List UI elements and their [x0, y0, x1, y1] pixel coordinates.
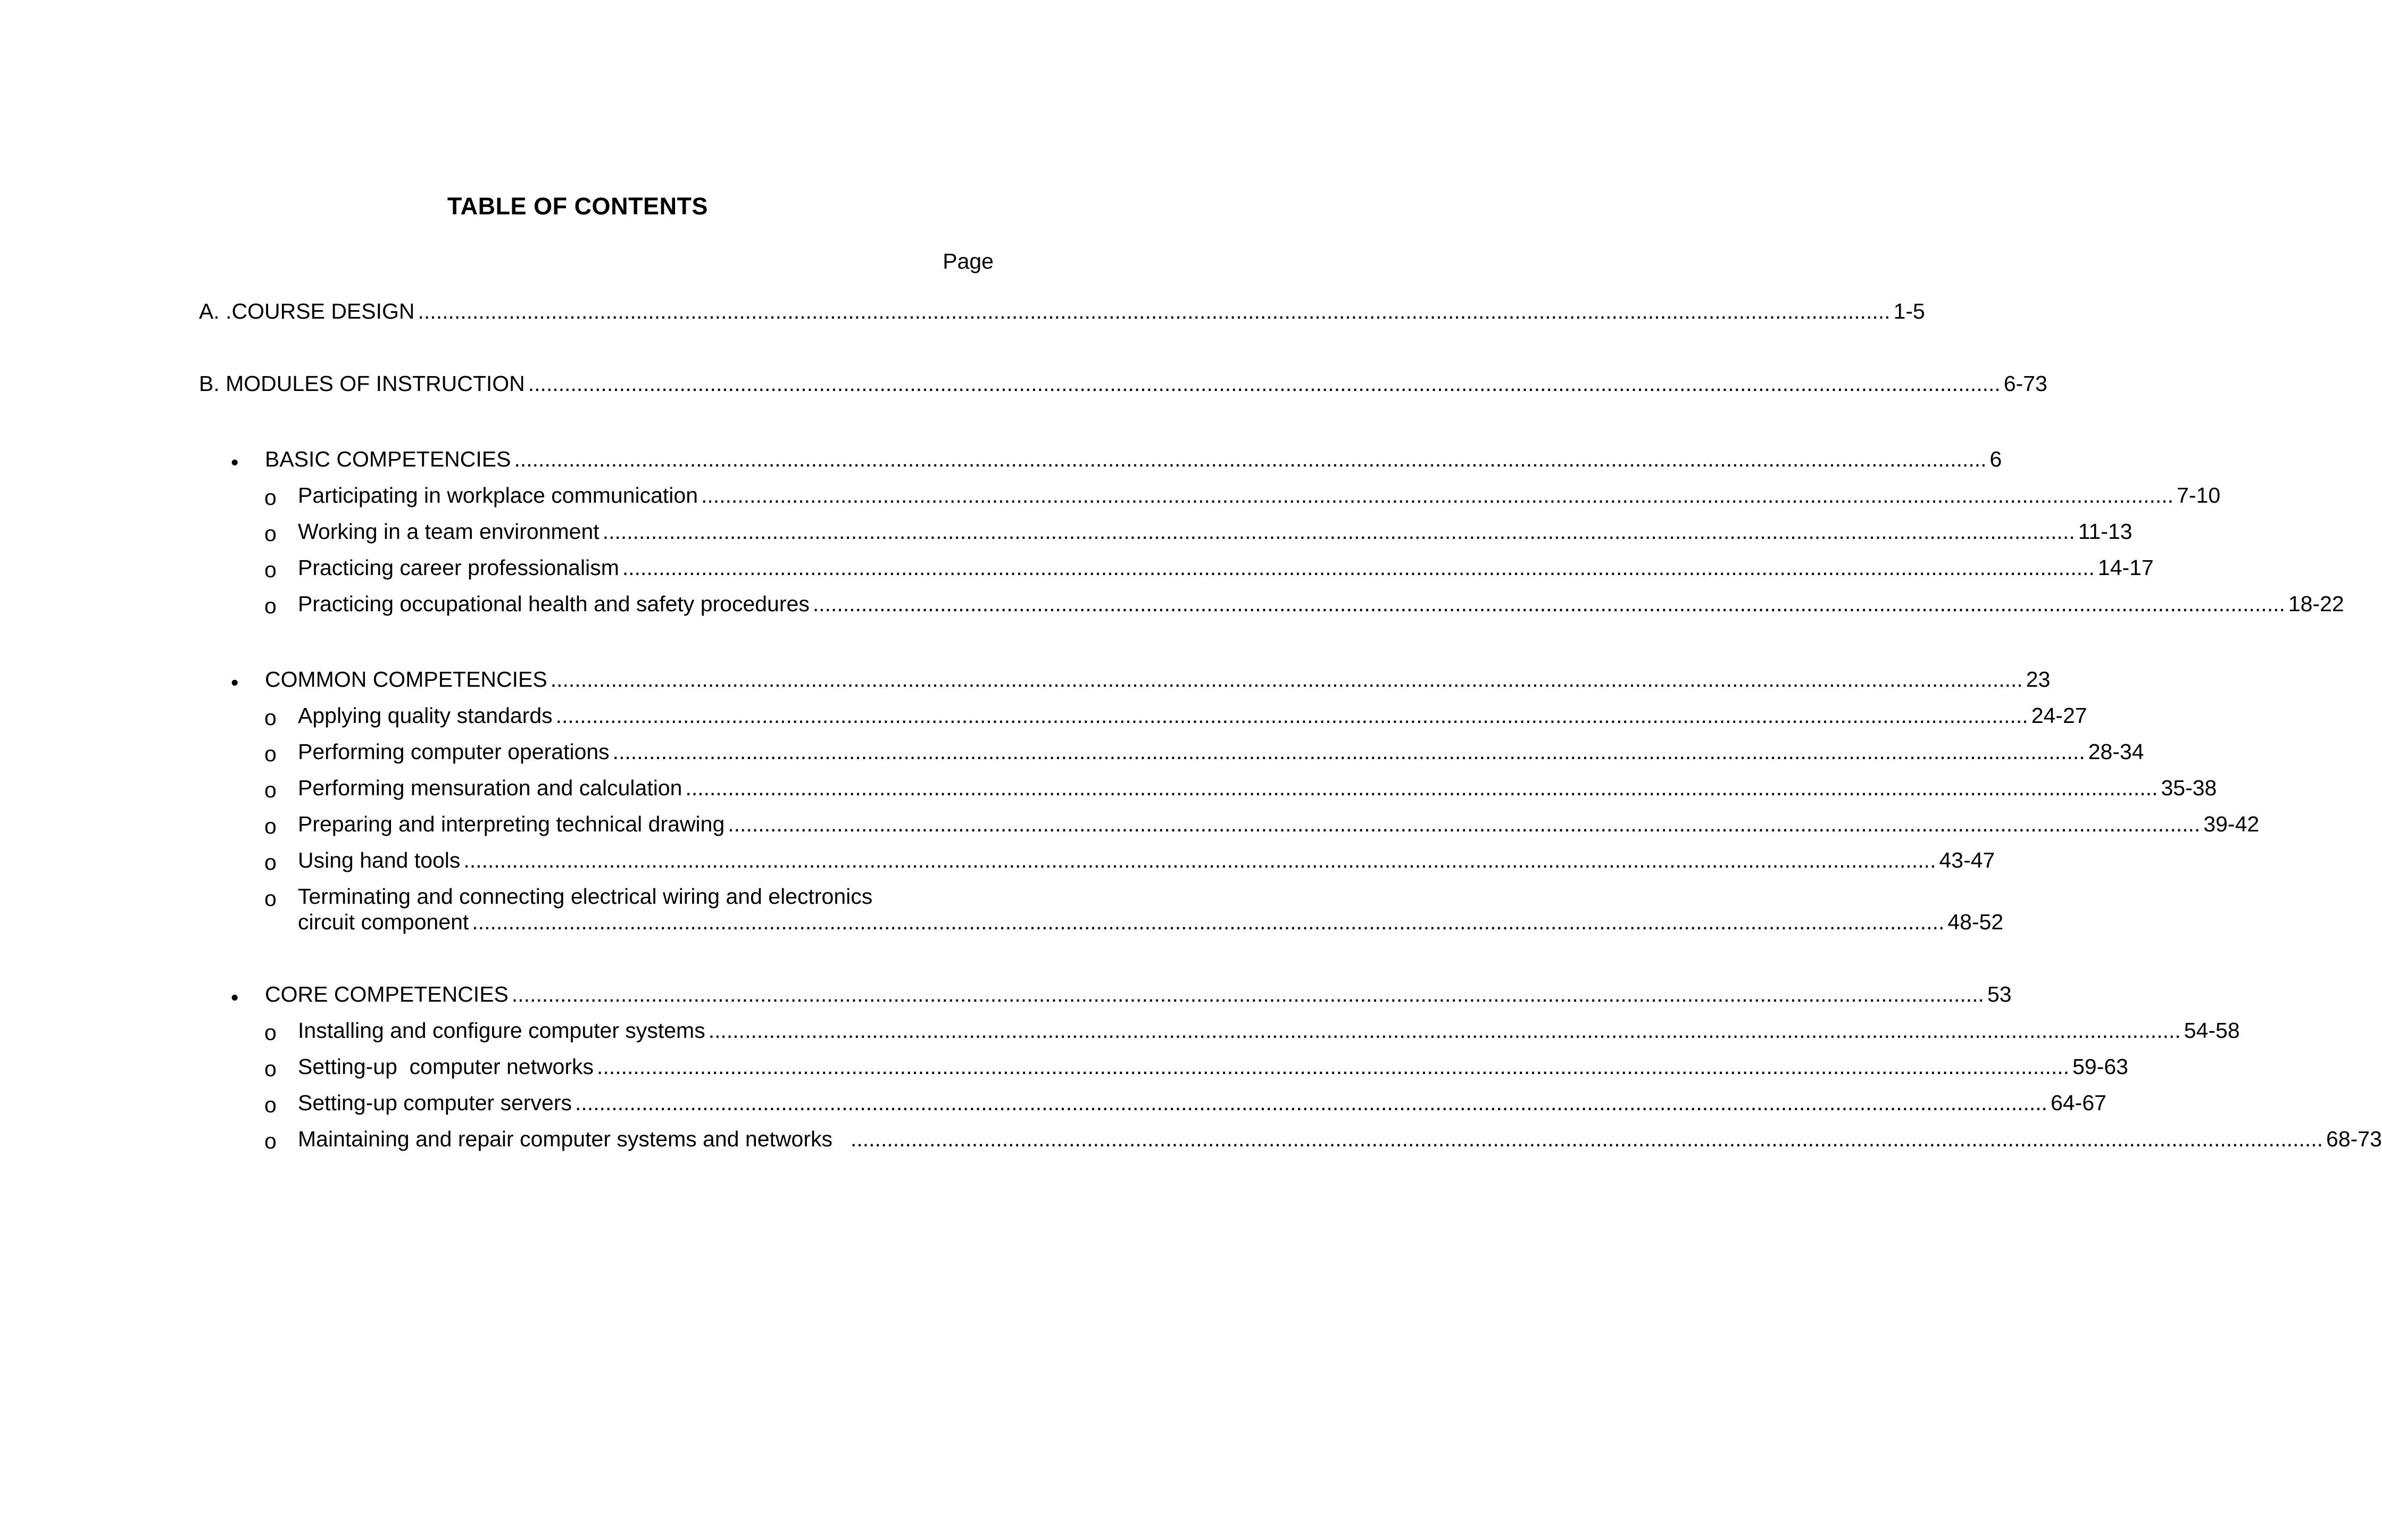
toc-entry-label-line2: circuit component	[298, 910, 469, 934]
toc-entry-mensuration-calculation[interactable]	[298, 776, 2217, 808]
dot-leader: ...................................................................................................................................................................................................................................................	[612, 739, 2085, 764]
sub-bullet-icon: o	[264, 594, 277, 618]
toc-entry-career-professionalism[interactable]	[298, 555, 2154, 587]
sub-bullet-icon: o	[264, 1020, 277, 1045]
sub-bullet-icon: o	[264, 886, 277, 911]
toc-entry-label: Performing mensuration and calculation	[298, 776, 682, 800]
toc-entry-label: BASIC COMPETENCIES	[265, 447, 511, 471]
toc-entry-page: 24-27	[2031, 703, 2087, 728]
toc-entry-page: 35-38	[2161, 776, 2217, 800]
toc-entry-computer-servers[interactable]	[298, 1091, 2106, 1122]
toc-entry-label: Maintaining and repair computer systems and networks	[298, 1127, 832, 1151]
dot-leader: ...................................................................................................................................................................................................................................................	[708, 1018, 2181, 1043]
toc-entry-label-line1[interactable]: Terminating and connecting electrical wiring and electronics	[298, 884, 873, 909]
dot-leader: ...................................................................................................................................................................................................................................................	[550, 667, 2023, 692]
toc-entry-page: 68-73	[2326, 1127, 2382, 1151]
sub-bullet-icon: o	[264, 850, 277, 875]
bullet-icon: •	[231, 450, 239, 475]
toc-entry-label: Applying quality standards	[298, 703, 553, 728]
toc-entry-page: 11-13	[2078, 519, 2133, 544]
sub-bullet-icon: o	[264, 485, 277, 510]
page-column-label: Page	[943, 249, 994, 273]
toc-entry-label: Installing and configure computer systems	[298, 1018, 705, 1043]
toc-entry-electrical-wiring[interactable]	[298, 910, 2004, 942]
toc-entry-label: B. MODULES OF INSTRUCTION	[199, 371, 525, 396]
sub-bullet-icon: o	[264, 778, 277, 802]
toc-entry-page: 59-63	[2072, 1054, 2128, 1079]
toc-entry-maintain-repair[interactable]	[298, 1127, 2382, 1159]
toc-entry-page: 14-17	[2097, 555, 2154, 580]
dot-leader: ...................................................................................................................................................................................................................................................	[514, 447, 1987, 471]
toc-entry-page: 7-10	[2177, 483, 2221, 507]
dot-leader: ...................................................................................................................................................................................................................................................	[555, 703, 2028, 728]
toc-entry-quality-standards[interactable]	[298, 703, 2087, 735]
dot-leader: ...................................................................................................................................................................................................................................................	[575, 1091, 2048, 1115]
sub-bullet-icon: o	[264, 1093, 277, 1117]
toc-entry-hand-tools[interactable]	[298, 848, 1995, 880]
toc-entry-page: 53	[1987, 982, 2012, 1006]
toc-entry-basic-competencies[interactable]	[265, 447, 2002, 479]
dot-leader: ...................................................................................................................................................................................................................................................	[463, 848, 1936, 872]
toc-entry-computer-networks[interactable]	[298, 1054, 2128, 1086]
toc-entry-technical-drawing[interactable]	[298, 812, 2260, 844]
sub-bullet-icon: o	[264, 557, 277, 582]
toc-entry-workplace-communication[interactable]	[298, 483, 2221, 515]
toc-entry-page: 39-42	[2203, 812, 2260, 836]
sub-bullet-icon: o	[264, 1129, 277, 1153]
toc-entry-modules-of-instruction[interactable]	[199, 371, 2047, 403]
bullet-icon: •	[231, 670, 239, 695]
toc-entry-page: 18-22	[2288, 592, 2344, 616]
dot-leader: ...................................................................................................................................................................................................................................................	[602, 519, 2075, 544]
sub-bullet-icon: o	[264, 521, 277, 546]
toc-entry-page: 64-67	[2051, 1091, 2106, 1115]
dot-leader: ...................................................................................................................................................................................................................................................	[528, 371, 2001, 396]
toc-entry-team-environment[interactable]	[298, 519, 2133, 551]
toc-entry-page: 23	[2026, 667, 2051, 692]
sub-bullet-icon: o	[264, 742, 277, 766]
toc-entry-label: Participating in workplace communication	[298, 483, 698, 507]
toc-entry-label: Performing computer operations	[298, 739, 610, 764]
bullet-icon: •	[231, 985, 239, 1010]
toc-entry-label: Setting-up computer servers	[298, 1091, 572, 1115]
toc-entry-page: 48-52	[1947, 910, 2004, 934]
dot-leader: ...................................................................................................................................................................................................................................................	[597, 1054, 2070, 1079]
toc-entry-computer-systems[interactable]	[298, 1018, 2240, 1050]
toc-entry-page: 6	[1989, 447, 2002, 471]
dot-leader: ...................................................................................................................................................................................................................................................	[701, 483, 2174, 507]
toc-entry-label: Using hand tools	[298, 848, 461, 872]
dot-leader: ...................................................................................................................................................................................................................................................	[622, 555, 2095, 580]
toc-entry-label: Working in a team environment	[298, 519, 599, 544]
sub-bullet-icon: o	[264, 1056, 277, 1081]
toc-entry-health-safety[interactable]	[298, 592, 2344, 623]
toc-entry-page: 1-5	[1893, 299, 1925, 323]
dot-leader: ...................................................................................................................................................................................................................................................	[685, 776, 2158, 800]
toc-entry-page: 54-58	[2184, 1018, 2240, 1043]
toc-entry-label: CORE COMPETENCIES	[265, 982, 509, 1006]
toc-entry-label: COMMON COMPETENCIES	[265, 667, 547, 692]
toc-entry-core-competencies[interactable]	[265, 982, 2012, 1014]
dot-leader: ...................................................................................................................................................................................................................................................	[812, 592, 2285, 616]
toc-entry-label: Practicing occupational health and safety procedures	[298, 592, 810, 616]
toc-entry-page: 43-47	[1939, 848, 1995, 872]
page-title: TABLE OF CONTENTS	[447, 193, 709, 220]
toc-entry-computer-operations[interactable]	[298, 739, 2144, 771]
toc-entry-label: Practicing career professionalism	[298, 555, 619, 580]
dot-leader: ...................................................................................................................................................................................................................................................	[418, 299, 1890, 323]
dot-leader: ...................................................................................................................................................................................................................................................	[850, 1127, 2323, 1151]
toc-entry-page: 6-73	[2003, 371, 2047, 396]
dot-leader: ...................................................................................................................................................................................................................................................	[511, 982, 1984, 1006]
toc-entry-common-competencies[interactable]	[265, 667, 2051, 699]
dot-leader: ...................................................................................................................................................................................................................................................	[472, 910, 1945, 934]
toc-entry-course-design[interactable]	[199, 299, 1925, 331]
toc-entry-page: 28-34	[2088, 739, 2144, 764]
sub-bullet-icon: o	[264, 814, 277, 838]
toc-entry-label: Preparing and interpreting technical drawing	[298, 812, 725, 836]
toc-entry-label: Setting-up computer networks	[298, 1054, 594, 1079]
toc-entry-label: A. .COURSE DESIGN	[199, 299, 415, 323]
sub-bullet-icon: o	[264, 705, 277, 730]
dot-leader: ...................................................................................................................................................................................................................................................	[728, 812, 2201, 836]
